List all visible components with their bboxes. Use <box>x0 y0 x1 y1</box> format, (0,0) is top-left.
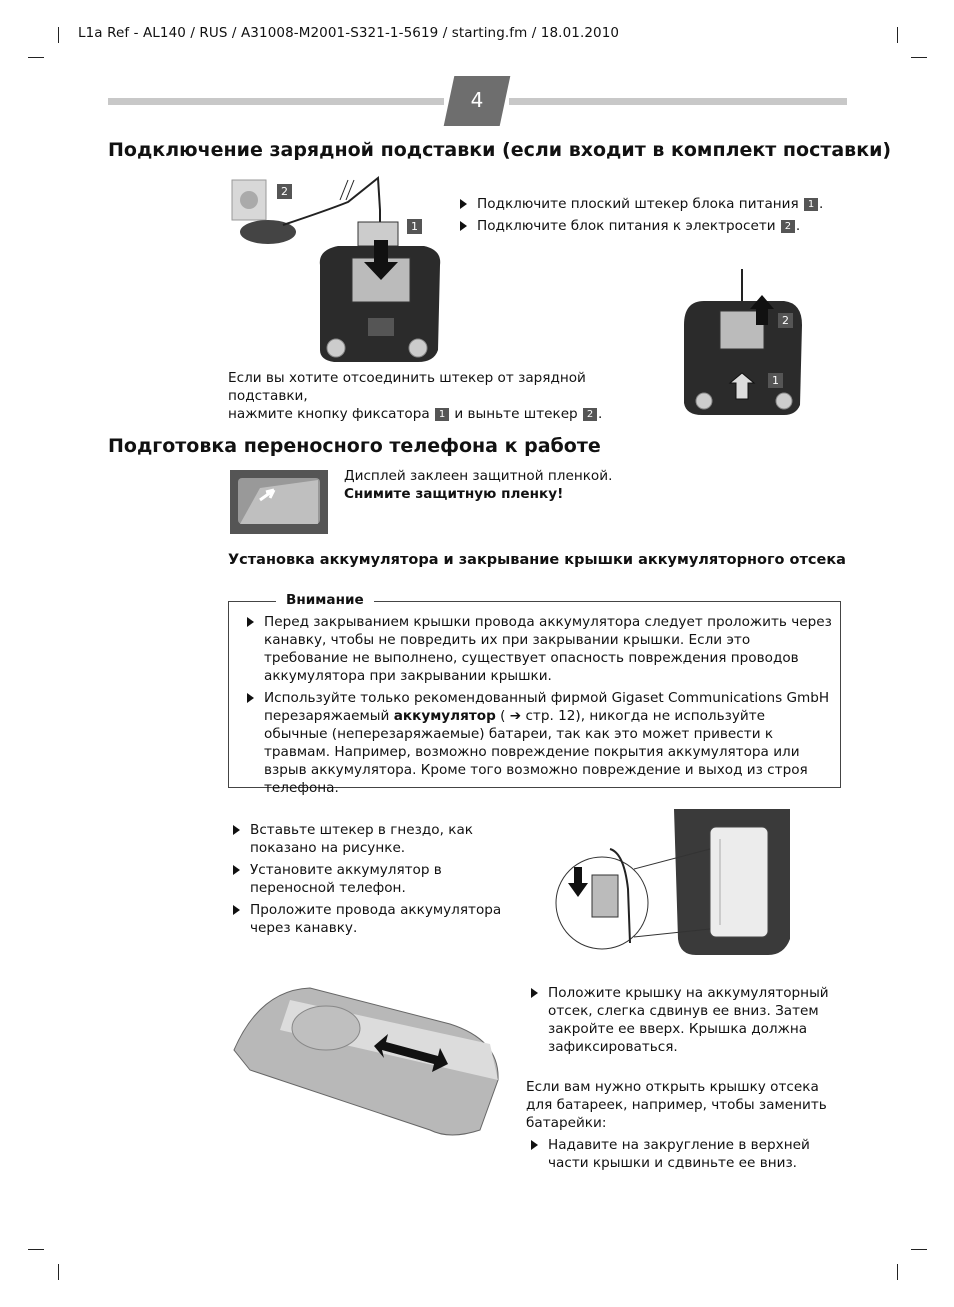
display-film-figure <box>230 470 328 534</box>
crop-mark <box>58 1264 59 1280</box>
crop-mark <box>28 1249 44 1250</box>
crop-mark <box>58 27 59 43</box>
detach-text: Если вы хотите отсоединить штекер от зарядной подставки, нажмите кнопку фиксатора 1 и выньте штекер 2 . <box>228 370 603 422</box>
step-item: Вставьте штекер в гнездо, как показано на рисунке. <box>228 821 520 857</box>
crop-mark <box>897 27 898 43</box>
open-step: Надавите на закругление в верхней части крышки и сдвиньте ее вниз. <box>526 1136 846 1172</box>
charger-detach-figure <box>680 265 806 417</box>
crop-mark <box>897 1264 898 1280</box>
cover-figure <box>230 980 510 1140</box>
step-item: Установите аккумулятор в переносной телефон. <box>228 861 520 897</box>
connect-bullets <box>455 195 835 235</box>
display-film-text: Дисплей заклеен защитной пленкой. Снимите защитную пленку! <box>344 468 613 502</box>
figure-tag: 1 <box>768 373 783 388</box>
crop-mark <box>911 57 927 58</box>
cover-step: Положите крышку на аккумуляторный отсек, слегка сдвинув ее вниз. Затем закройте ее вверх. Крышка должна зафиксироваться. <box>526 984 846 1056</box>
battery-insert-figure <box>554 809 794 959</box>
notice-bullet: Перед закрыванием крышки провода аккумулятора следует проложить через канавку, чтобы не повредить их при закрывании крышки. Если это требование не выполнено, существует опасность повреждения проводов аккумулятора при закрывании крышки. <box>242 613 832 685</box>
section-title-charger: Подключение зарядной подставки (если входит в комплект поставки) <box>108 139 892 161</box>
battery-steps <box>228 821 520 937</box>
notice-title: Внимание <box>276 592 374 608</box>
open-intro: Если вам нужно открыть крышку отсека для батареек, например, чтобы заменить батарейки: <box>526 1079 827 1131</box>
figure-tag: 2 <box>277 184 292 199</box>
bullet-item: Подключите плоский штекер блока питания 1 . <box>455 195 835 213</box>
page-number: 4 <box>470 88 484 112</box>
cover-instructions <box>526 984 846 1172</box>
figure-tag: 1 <box>407 219 422 234</box>
step-item: Проложите провода аккумулятора через канавку. <box>228 901 520 937</box>
figure-tag: 2 <box>778 313 793 328</box>
bullet-item: Подключите блок питания к электросети 2 . <box>455 217 835 235</box>
notice-content <box>242 613 832 797</box>
section-title-prepare: Подготовка переносного телефона к работе <box>108 435 601 457</box>
header-bar-right <box>509 98 847 105</box>
file-header: L1a Ref - AL140 / RUS / A31008-M2001-S321-1-5619 / starting.fm / 18.01.2010 <box>78 25 620 41</box>
crop-mark <box>911 1249 927 1250</box>
header-bar-left <box>108 98 444 105</box>
battery-subtitle: Установка аккумулятора и закрывание крышки аккумуляторного отсека <box>228 552 846 568</box>
notice-bullet: Используйте только рекомендованный фирмой Gigaset Communications GmbH перезаряжаемый аккумулятор ( ➔ стр. 12), никогда не используйте обычные (неперезаряжаемые) батареи, так как это может привести к травмам. Например, возможно повреждение покрытия аккумулятора или взрыв аккумулятора. Кроме того возможно повреждение и выход из строя телефона. <box>242 689 832 797</box>
charger-connect-figure <box>228 170 450 370</box>
crop-mark <box>28 57 44 58</box>
